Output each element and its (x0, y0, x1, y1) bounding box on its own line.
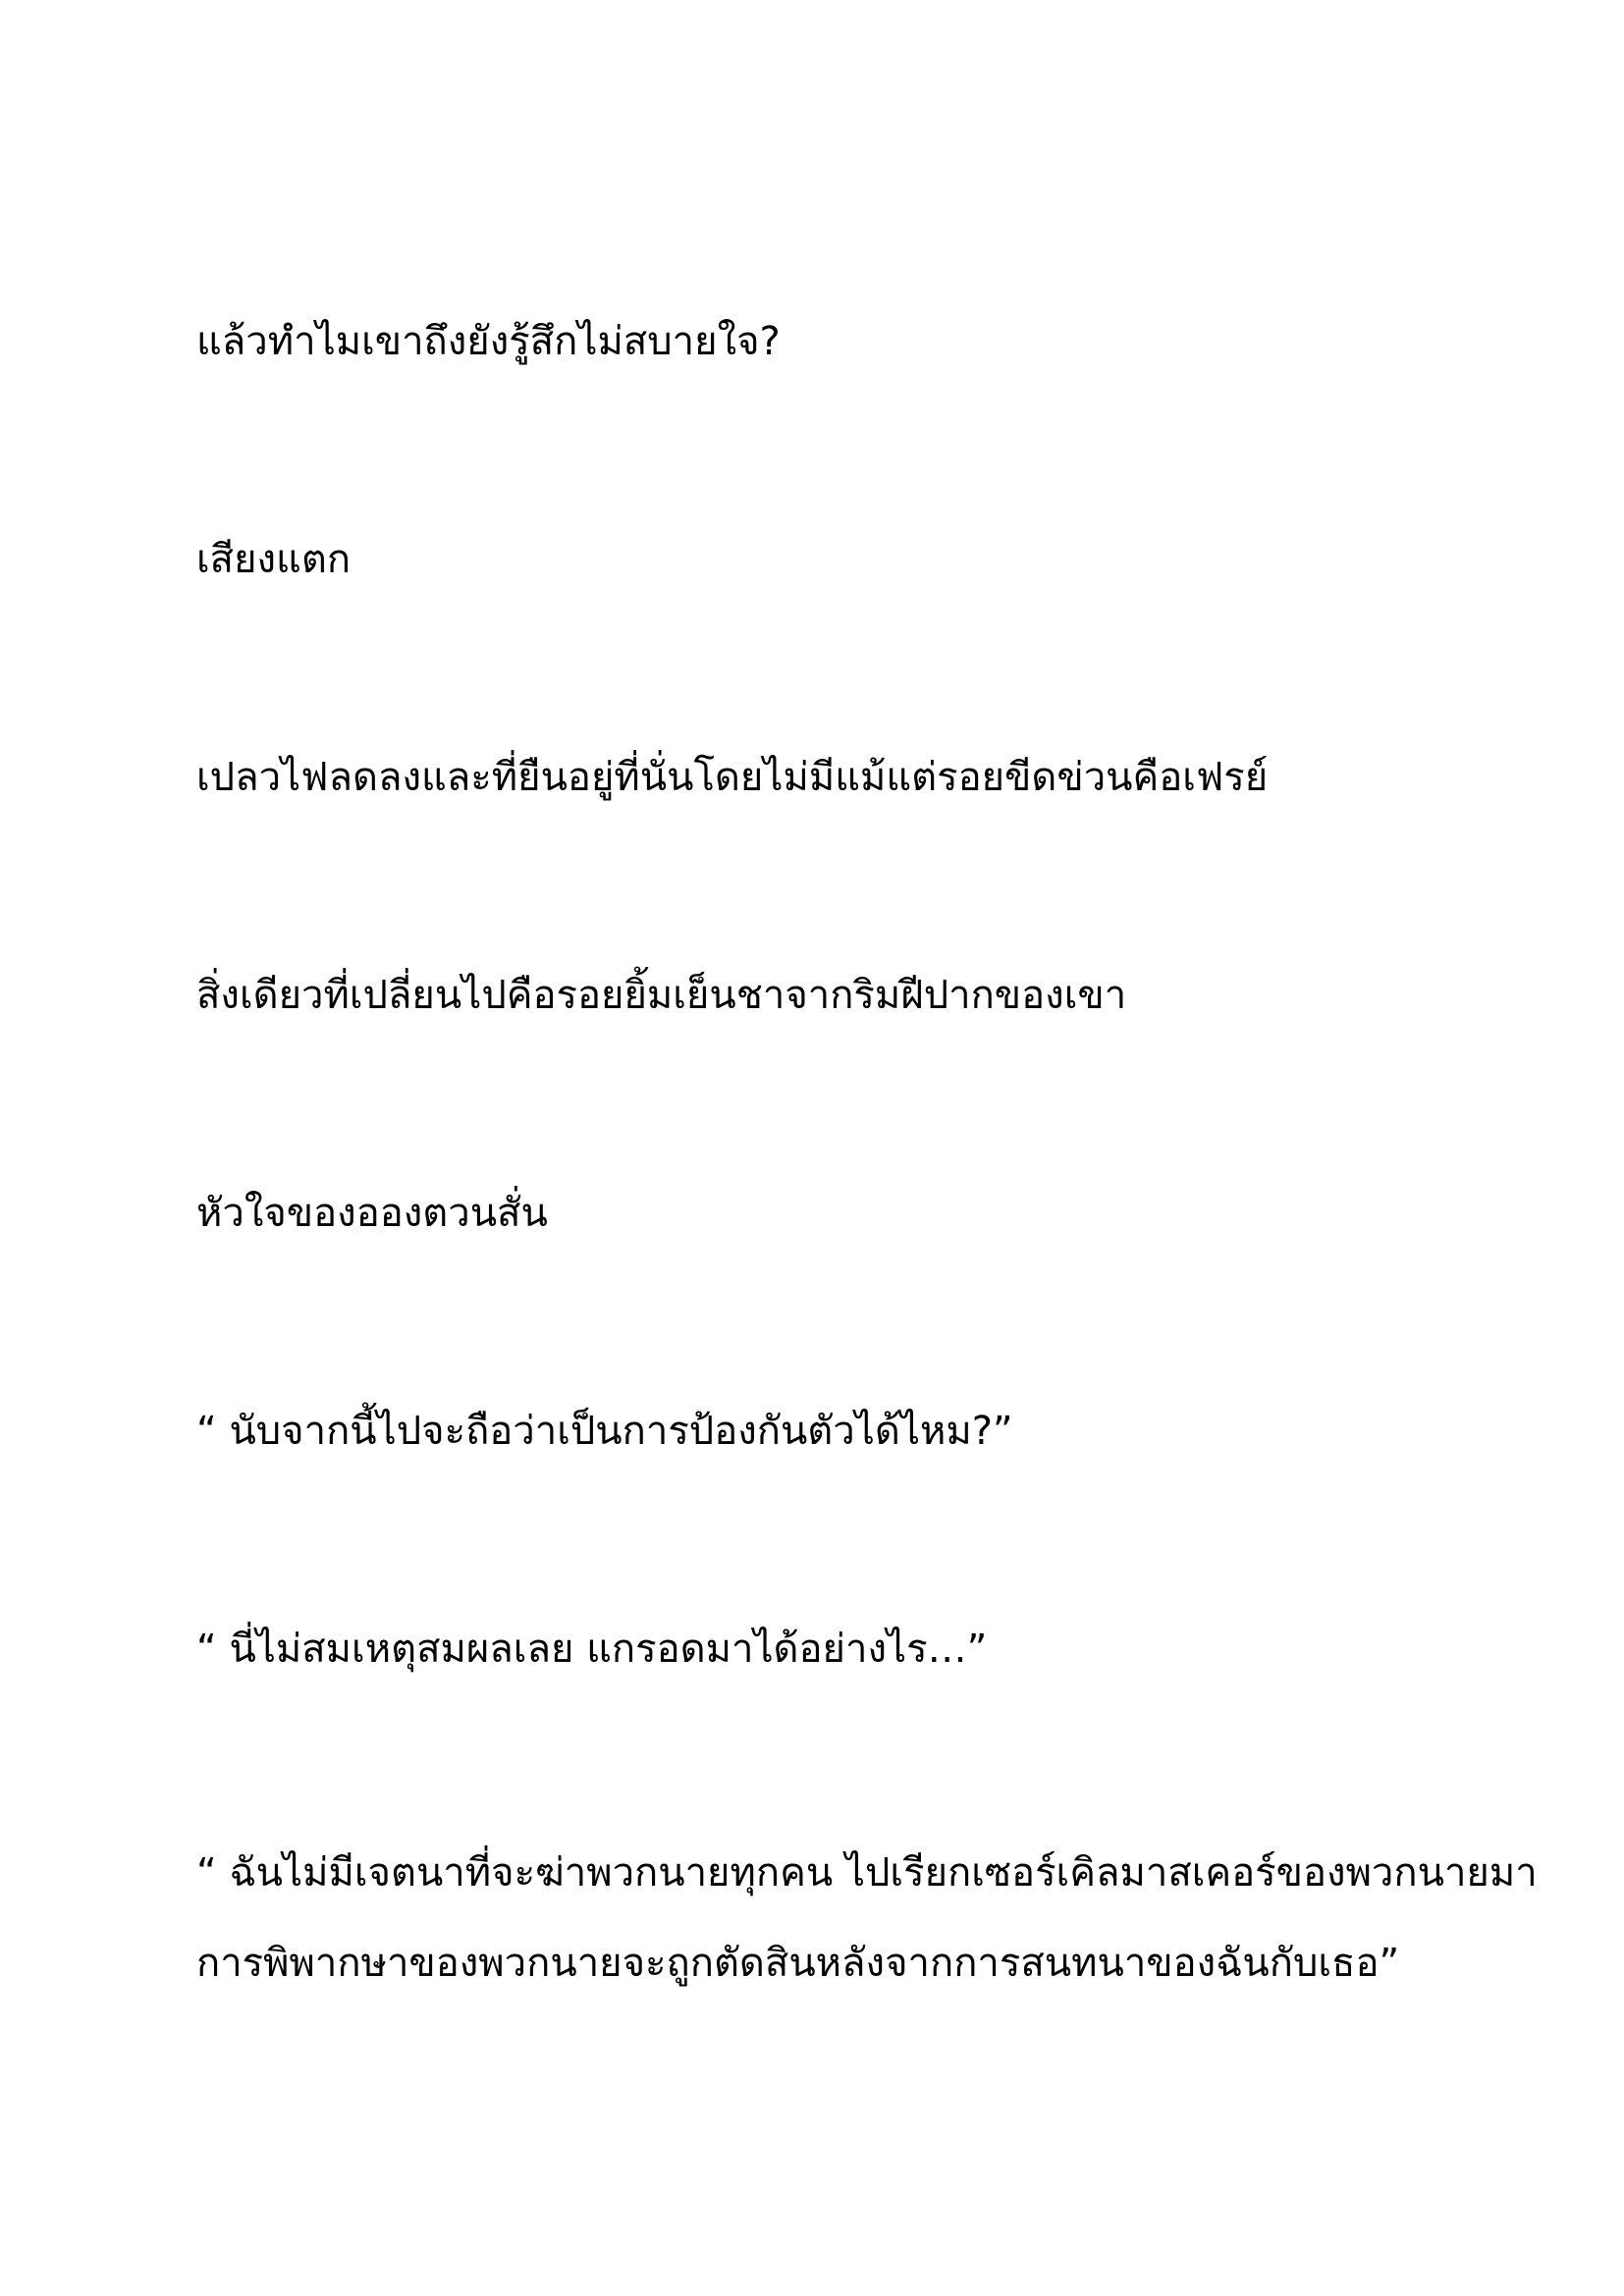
paragraph-5: หัวใจของอองตวนสั่น (196, 1191, 548, 1236)
paragraph-6: “ นับจากนี้ไปจะถือว่าเป็นการป้องกันตัวได้ไหม?” (196, 1409, 1013, 1454)
paragraph-8-line-2: การพิพากษาของพวกนายจะถูกตัดสินหลังจากการสนทนาของฉันกับเธอ” (196, 1941, 1400, 1986)
paragraph-7: “ นี่ไม่สมเหตุสมผลเลย แกรอดมาได้อย่างไร…” (196, 1627, 988, 1672)
paragraph-8-line-1: “ ฉันไม่มีเจตนาที่จะฆ่าพวกนายทุกคน ไปเรียกเซอร์เคิลมาสเคอร์ของพวกนายมา (196, 1850, 1538, 1896)
paragraph-3: เปลวไฟลดลงและที่ยืนอยู่ที่นั่นโดยไม่มีแม้แต่รอยขีดข่วนคือเฟรย์ (196, 755, 1269, 800)
paragraph-4: สิ่งเดียวที่เปลี่ยนไปคือรอยยิ้มเย็นชาจากริมฝีปากของเขา (196, 973, 1127, 1018)
paragraph-1: แล้วทำไมเขาถึงยังรู้สึกไม่สบายใจ? (196, 319, 781, 364)
paragraph-2: เสียงแตก (196, 537, 352, 582)
